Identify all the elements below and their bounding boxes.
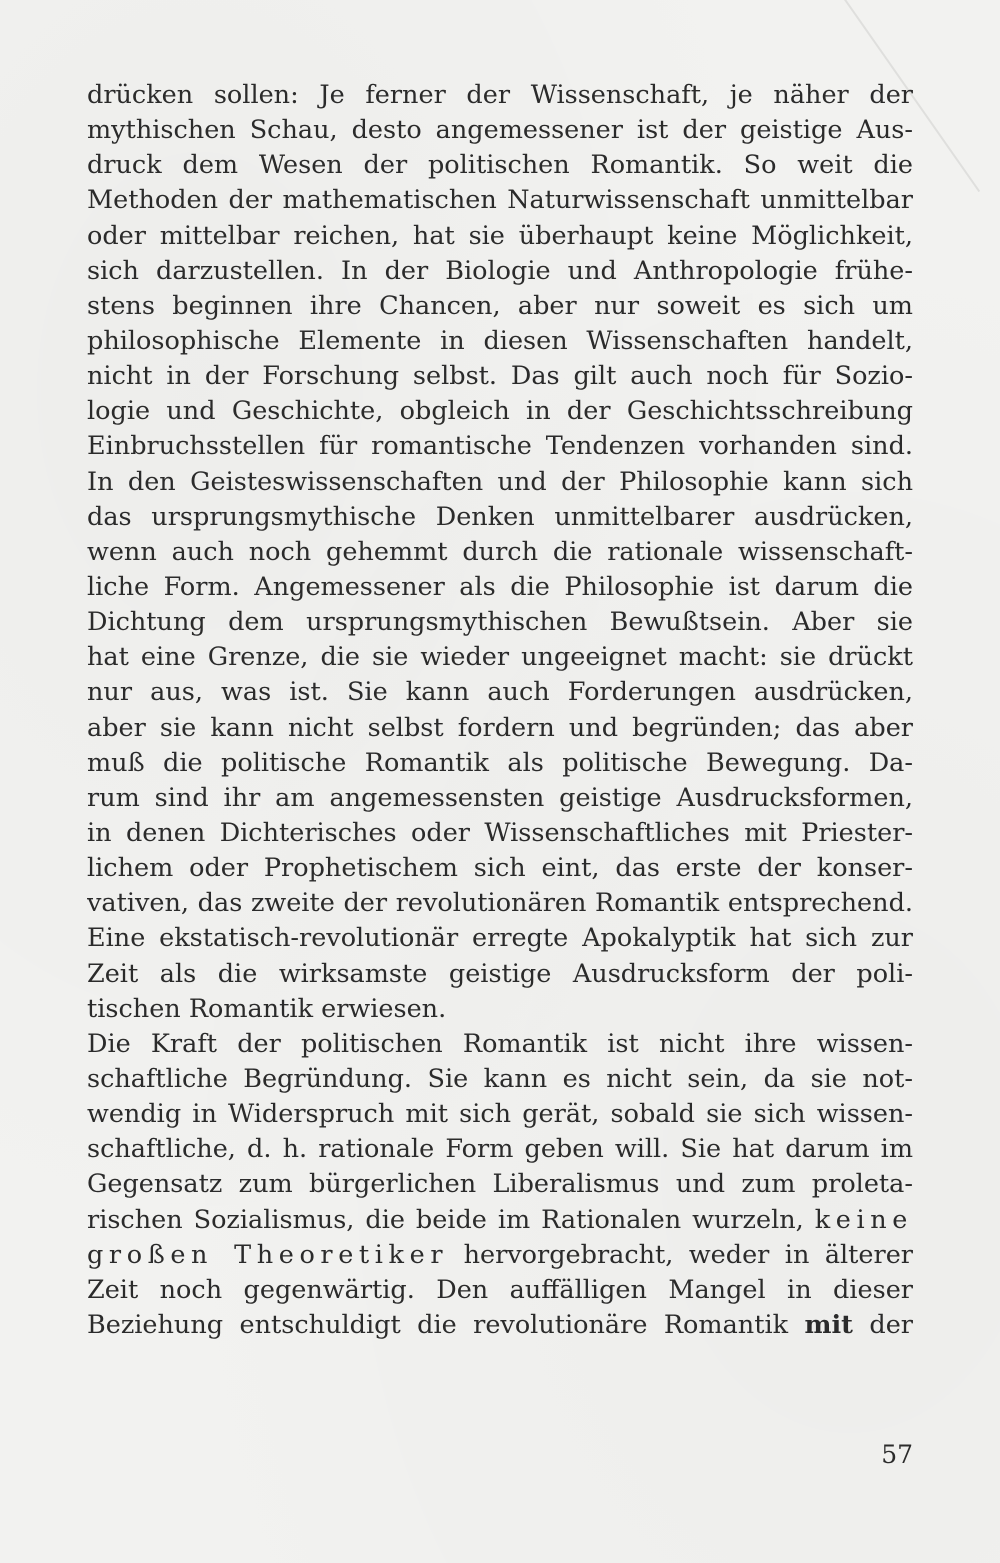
- paragraph-end-line: tischen Romantik erwiesen.: [87, 993, 447, 1024]
- text-line: wendig in Widerspruch mit sich gerät, sobald sie sich wissen-: [87, 1099, 913, 1130]
- text-line: wenn auch noch gehemmt durch die rationale wissenschaft-: [87, 536, 913, 567]
- text-line: liche Form. Angemessener als die Philosophie ist darum die: [87, 571, 913, 602]
- text-line: Einbruchsstellen für romantische Tendenzen vorhanden sind.: [87, 431, 913, 462]
- body-text: [87, 78, 913, 1343]
- text-segment: rischen Sozialismus, die beide im Rationalen wurzeln,: [87, 1204, 804, 1235]
- text-line: Methoden der mathematischen Naturwissenschaft unmittelbar: [87, 185, 913, 216]
- text-line: druck dem Wesen der politischen Romantik. So weit die: [87, 150, 913, 181]
- page-number: 57: [881, 1440, 913, 1469]
- text-line-with-emphasis: [87, 1203, 913, 1238]
- text-line: oder mittelbar reichen, hat sie überhaupt keine Möglichkeit,: [87, 220, 913, 251]
- text-line: schaftliche Begründung. Sie kann es nicht sein, da sie not-: [87, 1063, 913, 1094]
- text-line-with-emphasis: [87, 1238, 913, 1273]
- text-line: aber sie kann nicht selbst fordern und begründen; das aber: [87, 712, 913, 743]
- text-segment-der: der: [869, 1309, 913, 1340]
- text-line-with-bold: [87, 1308, 913, 1343]
- text-line: Die Kraft der politischen Romantik ist nicht ihre wissen-: [87, 1028, 913, 1059]
- emphasis-grossen-theoretiker: großen Theoretiker: [87, 1239, 449, 1270]
- text-segment: Beziehung entschuldigt die revolutionäre Romantik: [87, 1309, 789, 1340]
- text-line: nicht in der Forschung selbst. Das gilt auch noch für Sozio-: [87, 361, 913, 392]
- text-line: vativen, das zweite der revolutionären Romantik entsprechend.: [87, 888, 913, 919]
- text-line: Gegensatz zum bürgerlichen Liberalismus und zum proleta-: [87, 1169, 913, 1200]
- text-line: lichem oder Prophetischem sich eint, das erste der konser-: [87, 853, 913, 884]
- text-line: mythischen Schau, desto angemessener ist der geistige Aus-: [87, 115, 913, 146]
- text-segment: hervorgebracht, weder in älterer: [463, 1239, 913, 1270]
- text-line: Eine ekstatisch-revolutionär erregte Apokalyptik hat sich zur: [87, 923, 913, 954]
- text-line: Zeit als die wirksamste geistige Ausdrucksform der poli-: [87, 958, 913, 989]
- text-line: in denen Dichterisches oder Wissenschaftliches mit Priester-: [87, 817, 913, 848]
- text-line: rum sind ihr am angemessensten geistige Ausdrucksformen,: [87, 782, 913, 813]
- text-line: nur aus, was ist. Sie kann auch Forderungen ausdrücken,: [87, 677, 913, 708]
- text-line: muß die politische Romantik als politische Bewegung. Da-: [87, 747, 913, 778]
- text-line: das ursprungsmythische Denken unmittelbarer ausdrücken,: [87, 501, 913, 532]
- text-line: stens beginnen ihre Chancen, aber nur soweit es sich um: [87, 290, 913, 321]
- text-line: Dichtung dem ursprungsmythischen Bewußtsein. Aber sie: [87, 607, 913, 638]
- text-line: philosophische Elemente in diesen Wissenschaften handelt,: [87, 325, 913, 356]
- bold-mit: mit: [804, 1309, 853, 1340]
- emphasis-keine: keine: [814, 1204, 913, 1235]
- text-line: drücken sollen: Je ferner der Wissenschaft, je näher der: [87, 80, 913, 110]
- text-line: sich darzustellen. In der Biologie und Anthropologie frühe-: [87, 255, 913, 286]
- text-line: In den Geisteswissenschaften und der Philosophie kann sich: [87, 466, 913, 497]
- text-line: Zeit noch gegenwärtig. Den auffälligen Mangel in dieser: [87, 1274, 913, 1305]
- text-line: schaftliche, d. h. rationale Form geben will. Sie hat darum im: [87, 1134, 913, 1165]
- text-line: logie und Geschichte, obgleich in der Geschichtsschreibung: [87, 396, 913, 427]
- text-line: hat eine Grenze, die sie wieder ungeeignet macht: sie drückt: [87, 642, 913, 673]
